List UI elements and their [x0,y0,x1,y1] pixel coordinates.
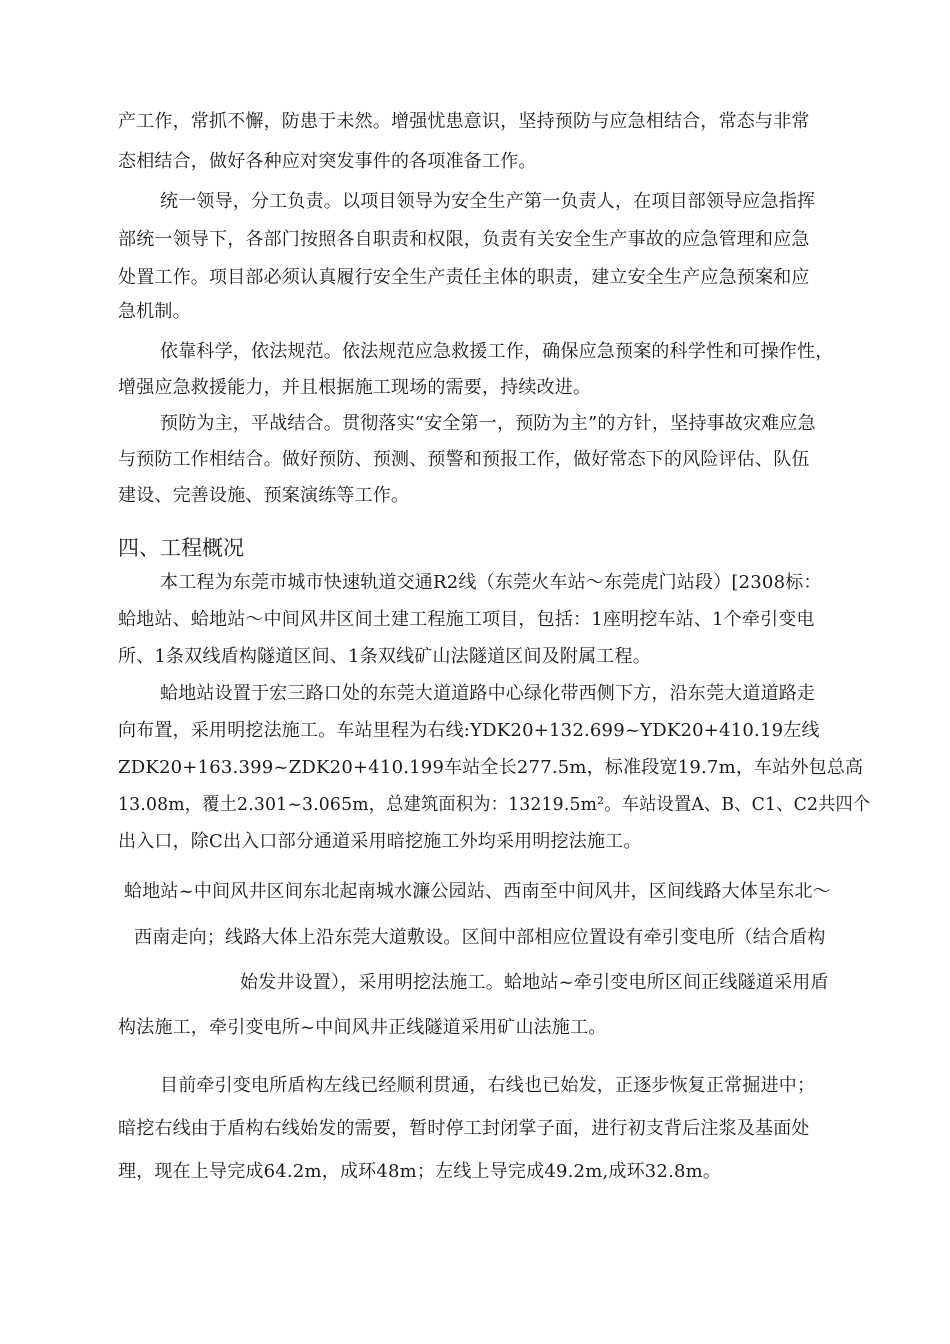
text-line: 建设、完善设施、预案演练等工作。 [118,485,410,506]
text-line: 始发井设置），采用明挖法施工。蛤地站~牵引变电所区间正线隧道采用盾 [240,972,829,993]
text-line: 蛤地站~中间风井区间东北起南城水濂公园站、西南至中间风井，区间线路大体呈东北～ [124,881,831,902]
text-line: 西南走向；线路大体上沿东莞大道敷设。区间中部相应位置设有牵引变电所（结合盾构 [134,927,826,948]
text-line: 统一领导，分工负责。以项目领导为安全生产第一负责人，在项目部领导应急指挥 [160,191,816,212]
text-line: 预防为主，平战结合。贯彻落实“安全第一，预防为主”的方针，坚持事故灾难应急 [160,413,816,434]
text-line: 产工作，常抓不懈，防患于未然。增强忧患意识，坚持预防与应急相结合，常态与非常 [118,111,810,132]
section-heading: 四、工程概况 [118,536,244,560]
text-line: ZDK20+163.399~ZDK20+410.199车站全长277.5m，标准段宽19.7m，车站外包总高 [118,757,864,778]
text-line: 13.08m，覆土2.301~3.065m，总建筑面积为：13219.5m²。车站设置A、B、C1、C2共四个 [118,794,871,815]
text-line: 蛤地站设置于宏三路口处的东莞大道道路中心绿化带西侧下方，沿东莞大道道路走 [160,683,816,704]
text-line: 处置工作。项目部必须认真履行安全生产责任主体的职责，建立安全生产应急预案和应 [118,267,810,288]
text-line: 暗挖右线由于盾构右线始发的需要，暂时停工封闭掌子面，进行初支背后注浆及基面处 [118,1118,810,1139]
text-line: 出入口，除C出入口部分通道采用暗挖施工外均采用明挖法施工。 [118,831,642,852]
text-line: 增强应急救援能力，并且根据施工现场的需要，持续改进。 [118,377,592,398]
text-line: 目前牵引变电所盾构左线已经顺利贯通，右线也已始发，正逐步恢复正常掘进中； [160,1075,816,1096]
text-line: 态相结合，做好各种应对突发事件的各项准备工作。 [118,151,537,172]
text-line: 与预防工作相结合。做好预防、预测、预警和预报工作，做好常态下的风险评估、队伍 [118,449,810,470]
text-line: 部统一领导下，各部门按照各自职责和权限，负责有关安全生产事故的应急管理和应急 [118,229,810,250]
text-line: 急机制。 [118,301,191,322]
text-line: 构法施工，牵引变电所~中间风井正线隧道采用矿山法施工。 [118,1017,607,1038]
text-line: 蛤地站、蛤地站～中间风井区间土建工程施工项目，包括：1座明挖车站、1个牵引变电 [118,609,815,630]
text-line: 所、1条双线盾构隧道区间、1条双线矿山法隧道区间及附属工程。 [118,646,651,667]
text-line: 依靠科学，依法规范。依法规范应急救援工作，确保应急预案的科学性和可操作性， [160,341,834,362]
text-line: 向布置，采用明挖法施工。车站里程为右线:YDK20+132.699~YDK20+410.19左线 [118,720,820,741]
text-line: 理，现在上导完成64.2m，成环48m；左线上导完成49.2m,成环32.8m。 [118,1161,722,1182]
text-line: 本工程为东莞市城市快速轨道交通R2线（东莞火车站～东莞虎门站段）[2308标： [160,572,822,593]
